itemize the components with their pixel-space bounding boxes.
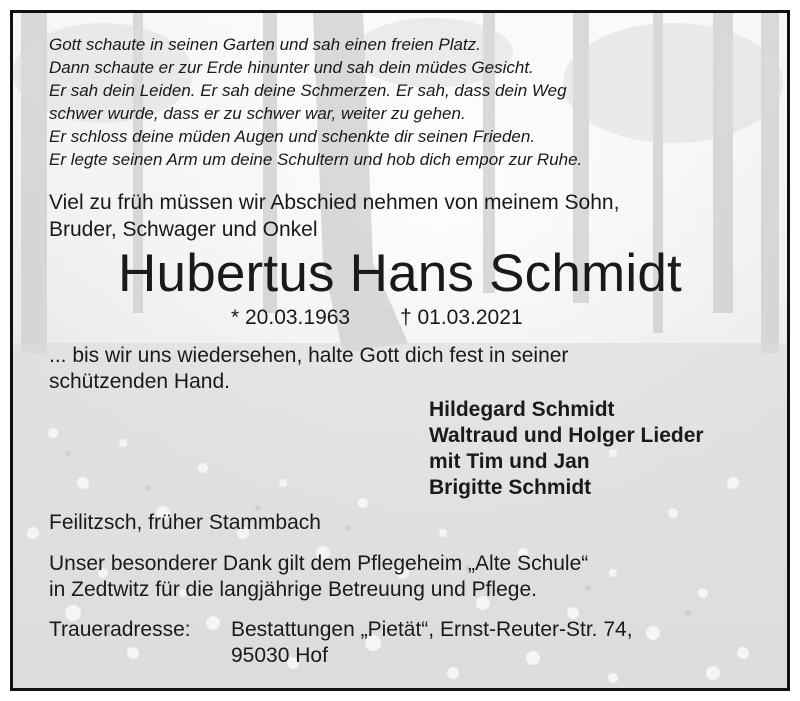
poem-line: Er legte seinen Arm um deine Schultern und hob dich empor zur Ruhe. xyxy=(49,150,583,169)
poem-line: Gott schaute in seinen Garten und sah einen freien Platz. xyxy=(49,35,481,54)
obituary-frame xyxy=(10,10,790,691)
mourner-name: mit Tim und Jan xyxy=(429,450,590,473)
mourners-list xyxy=(429,397,704,501)
poem-line: Er sah dein Leiden. Er sah deine Schmerzen. Er sah, dass dein Weg xyxy=(49,81,567,100)
mourner-name: Brigitte Schmidt xyxy=(429,476,592,499)
thanks-line: Unser besonderer Dank gilt dem Pflegeheim „Alte Schule“ xyxy=(49,552,589,575)
poem xyxy=(49,33,749,171)
obituary-content xyxy=(13,13,787,688)
place-of-residence: Feilitzsch, früher Stammbach xyxy=(49,511,321,534)
quote-line: ... bis wir uns wiedersehen, halte Gott dich fest in seiner xyxy=(49,344,569,367)
address-line: Bestattungen „Pietät“, Ernst-Reuter-Str. 74, xyxy=(231,618,633,641)
poem-line: Er schloss deine müden Augen und schenkte dir seinen Frieden. xyxy=(49,127,536,146)
address-line: 95030 Hof xyxy=(231,644,328,667)
address-lines xyxy=(231,617,633,669)
farewell-intro xyxy=(49,189,769,243)
address-label: Traueradresse: xyxy=(49,618,191,641)
quote-line: schützenden Hand. xyxy=(49,370,230,393)
deceased-name: Hubertus Hans Schmidt xyxy=(118,244,682,303)
life-dates xyxy=(231,305,523,331)
poem-line: schwer wurde, dass er zu schwer war, weiter zu gehen. xyxy=(49,104,466,123)
intro-line: Bruder, Schwager und Onkel xyxy=(49,218,318,241)
thanks-note xyxy=(49,551,769,603)
poem-line: Dann schaute er zur Erde hinunter und sah dein müdes Gesicht. xyxy=(49,58,534,77)
birth-date: * 20.03.1963 xyxy=(231,306,351,329)
death-date: † 01.03.2021 xyxy=(399,306,523,329)
mourner-name: Waltraud und Holger Lieder xyxy=(429,424,704,447)
thanks-line: in Zedtwitz für die langjährige Betreuung und Pflege. xyxy=(49,578,537,601)
mourner-name: Hildegard Schmidt xyxy=(429,398,615,421)
intro-line: Viel zu früh müssen wir Abschied nehmen von meinem Sohn, xyxy=(49,191,620,214)
farewell-quote xyxy=(49,343,769,395)
